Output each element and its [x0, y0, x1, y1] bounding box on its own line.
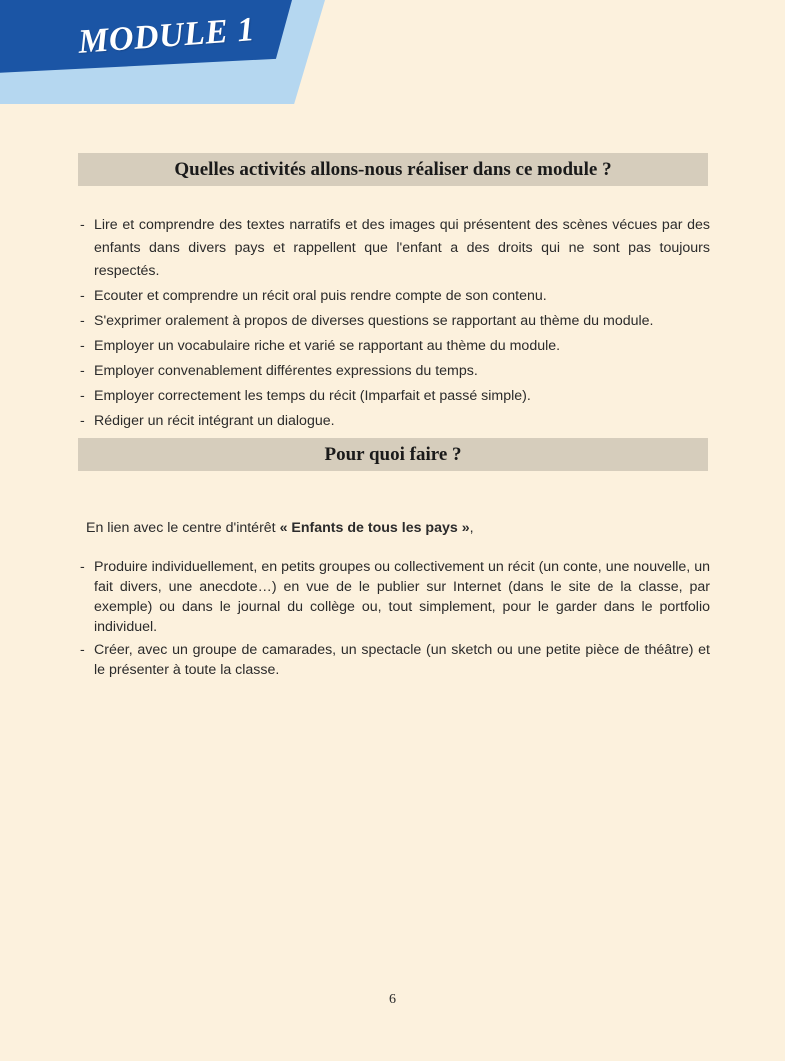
page-number: 6 [389, 992, 396, 1007]
bullet-dash: - [80, 559, 85, 575]
bullet-dash: - [80, 217, 85, 233]
list-item-text: Employer correctement les temps du récit (Imparfait et passé simple). [94, 388, 531, 404]
list-item-text: Employer un vocabulaire riche et varié se rapportant au thème du module. [94, 338, 561, 354]
list-item [80, 557, 710, 638]
list-item [80, 285, 710, 308]
list-item-text: Créer, avec un groupe de camarades, un spectacle (un sketch ou une petite pièce de théâtre) et le présenter à toute la classe. [94, 641, 710, 678]
bullet-dash: - [80, 313, 85, 329]
section-heading-pourquoi: Pour quoi faire ? [78, 438, 708, 471]
bullet-dash: - [80, 641, 85, 658]
list-item [80, 385, 710, 408]
purpose-intro-prefix: En lien avec le centre d'intérêt [86, 520, 280, 536]
module-banner [0, 0, 340, 110]
purpose-intro-theme: « Enfants de tous les pays » [279, 520, 470, 536]
activities-list [80, 214, 710, 435]
list-item-text: Rédiger un récit intégrant un dialogue. [94, 413, 335, 429]
purpose-intro-line [86, 520, 706, 536]
list-item-text: S'exprimer oralement à propos de diverses questions se rapportant au thème du module. [94, 313, 654, 329]
bullet-dash: - [80, 338, 85, 354]
purpose-list [80, 557, 710, 682]
list-item [80, 410, 710, 433]
list-item-text: Produire individuellement, en petits groupes ou collectivement un récit (un conte, une nouvelle, un fait divers, une anecdote…) en vue de le publier sur Internet (dans le site de la classe, par exemple) ou dans le journal du collège ou, tout simplement, pour le garder dans le portfolio individuel. [94, 559, 710, 636]
list-item [80, 360, 710, 383]
list-item [80, 214, 710, 283]
list-item-text: Ecouter et comprendre un récit oral puis rendre compte de son contenu. [94, 288, 547, 304]
bullet-dash: - [80, 288, 85, 304]
module-title: MODULE 1 [77, 11, 257, 61]
purpose-intro-suffix: , [469, 520, 474, 536]
bullet-dash: - [80, 413, 85, 429]
list-item-text: Employer convenablement différentes expressions du temps. [94, 363, 478, 379]
bullet-dash: - [80, 388, 85, 404]
list-item-text: Lire et comprendre des textes narratifs et des images qui présentent des scènes vécues par des enfants dans divers pays et rappellent que l'enfant a des droits qui ne sont pas toujours respectés. [94, 217, 710, 279]
bullet-dash: - [80, 363, 85, 379]
list-item [80, 335, 710, 358]
list-item [80, 310, 710, 333]
list-item [80, 640, 710, 680]
section-heading-activites: Quelles activités allons-nous réaliser dans ce module ? [78, 153, 708, 186]
